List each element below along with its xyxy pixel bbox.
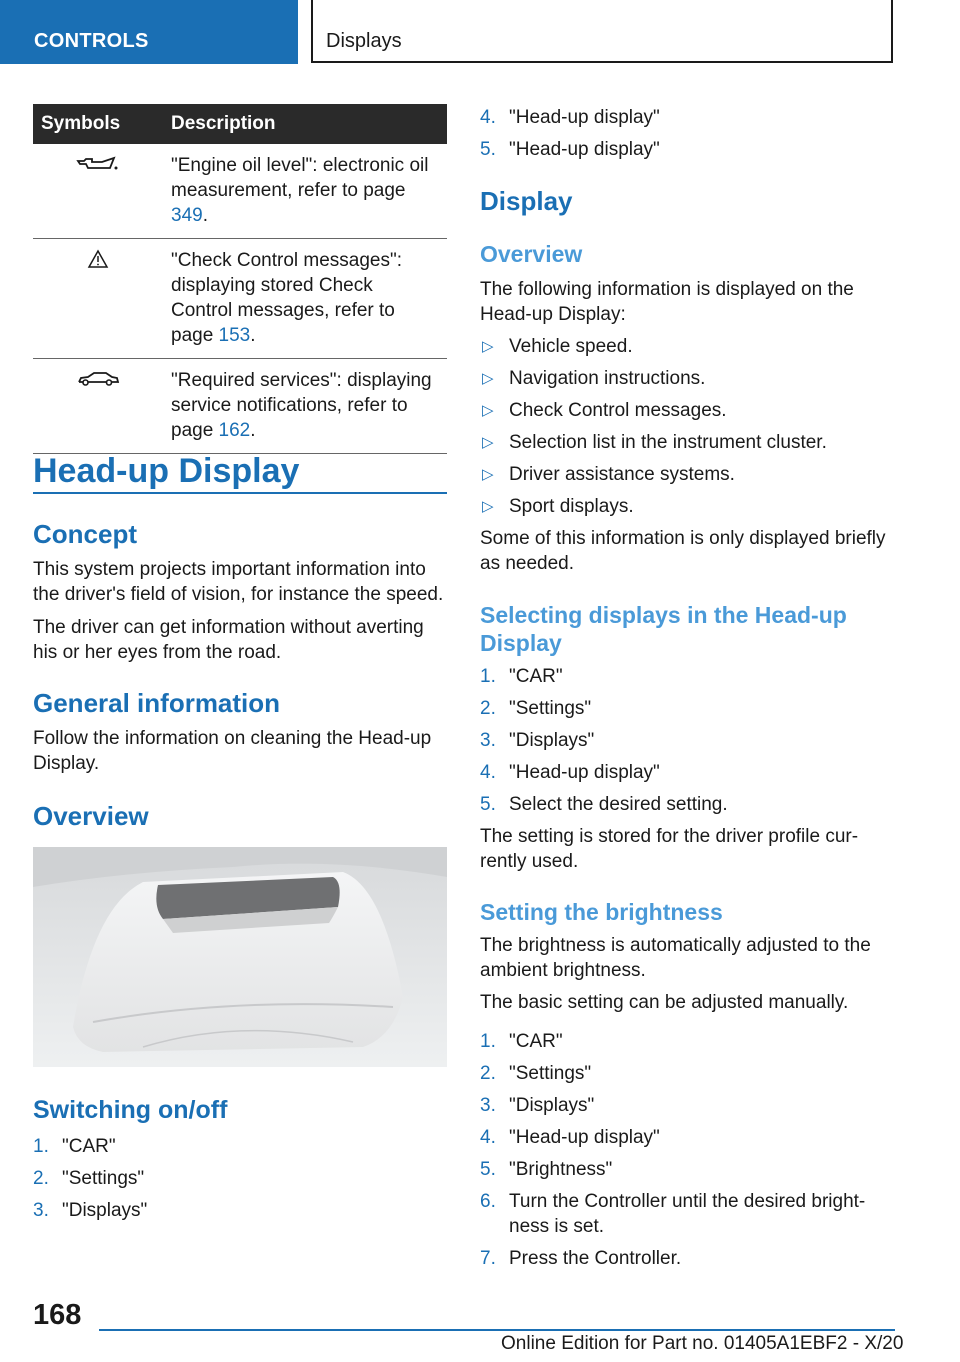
chapter-title: Displays	[326, 30, 402, 52]
column-header-description: Description	[163, 104, 447, 144]
heading-concept: Concept	[33, 519, 137, 549]
heading-overview: Overview	[480, 241, 583, 267]
car-service-icon	[76, 369, 120, 389]
paragraph-line: The driver can get information without averting	[33, 617, 424, 638]
footer-edition: Online Edition for Part no. 01405A1EBF2 - X/20	[501, 1333, 904, 1354]
row-text: "Required services": displaying service notifications, refer to page	[171, 370, 432, 441]
heading-selecting-displays-cont: Display	[480, 630, 562, 656]
row-text: "Check Control messages": displaying stored Check Control messages, refer to page	[171, 250, 403, 346]
table-row	[33, 144, 447, 239]
oil-can-icon	[76, 154, 120, 174]
page-link[interactable]: 349	[171, 205, 203, 226]
table-row	[33, 359, 447, 454]
row-end: .	[202, 205, 208, 226]
heading-overview: Overview	[33, 801, 149, 831]
heading-display: Display	[480, 186, 573, 216]
chapter-tab	[311, 0, 893, 63]
symbol-cell	[33, 144, 163, 239]
description-cell	[163, 144, 447, 239]
paragraph-line: This system projects important information into	[33, 559, 426, 580]
heading-selecting-displays: Selecting displays in the Head-up	[480, 602, 847, 628]
warning-triangle-icon	[87, 249, 109, 269]
heading-general-information: General information	[33, 688, 281, 718]
section-heading-hud: Head-up Display	[33, 452, 300, 490]
paragraph-line: rently used.	[480, 851, 579, 872]
heading-switching-on-off: Switching on/off	[33, 1096, 228, 1124]
page-number: 168	[33, 1299, 82, 1331]
table-row	[33, 239, 447, 359]
paragraph-line: the driver's field of vision, for instance the speed.	[33, 584, 444, 605]
description-cell	[163, 359, 447, 454]
heading-underline	[33, 492, 447, 494]
paragraph-line: The basic setting can be adjusted manually.	[480, 992, 849, 1013]
paragraph-line: The following information is displayed on the	[480, 279, 854, 300]
paragraph-line: ambient brightness.	[480, 960, 646, 981]
row-text: "Engine oil level": electronic oil measurement, refer to page	[171, 155, 429, 201]
section-tab	[0, 0, 298, 64]
paragraph-line: The setting is stored for the driver profile cur-	[480, 826, 859, 847]
section-title: CONTROLS	[34, 30, 149, 52]
table-header-row	[33, 104, 447, 144]
symbol-cell	[33, 359, 163, 454]
heading-setting-brightness: Setting the brightness	[480, 899, 723, 925]
paragraph-line: as needed.	[480, 553, 575, 574]
footer-divider	[99, 1329, 895, 1331]
paragraph-line: Display.	[33, 753, 100, 774]
column-header-symbols: Symbols	[33, 104, 163, 144]
hud-unit-photo	[33, 847, 447, 1067]
page-link[interactable]: 162	[218, 420, 251, 441]
row-end: .	[250, 420, 256, 441]
paragraph-line: his or her eyes from the road.	[33, 642, 282, 663]
symbol-cell	[33, 239, 163, 359]
paragraph-line: The brightness is automatically adjusted to the	[480, 935, 871, 956]
page-link[interactable]: 153	[218, 325, 251, 346]
symbols-table	[33, 104, 447, 454]
paragraph-line: Some of this information is only displayed briefly	[480, 528, 886, 549]
description-cell	[163, 239, 447, 359]
paragraph-line: Follow the information on cleaning the Head-up	[33, 728, 432, 749]
row-end: .	[250, 325, 256, 346]
paragraph-line: Head-up Display:	[480, 304, 626, 325]
